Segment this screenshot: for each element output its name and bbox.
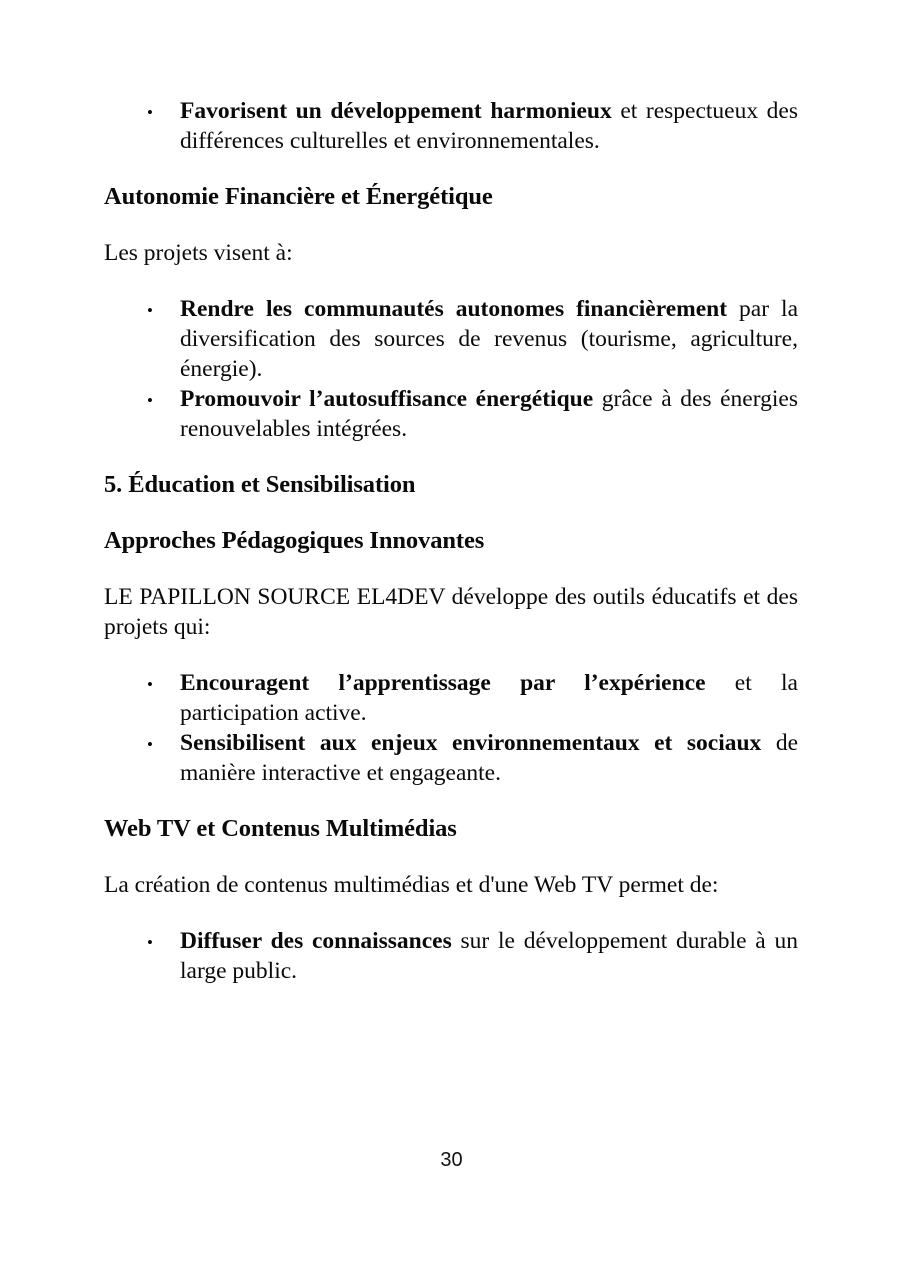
spacer <box>104 444 798 470</box>
list-item-text: grâce à des énergies renouvelables intégrées. <box>180 386 798 442</box>
bullet-icon <box>145 926 155 956</box>
page-number: 30 <box>440 1149 463 1171</box>
list-item-text: et la participation active. <box>180 670 798 726</box>
bullet-icon <box>145 384 155 414</box>
list-item-lead: Sensibilisent aux enjeux environnementaux et sociaux <box>180 730 762 756</box>
spacer <box>104 642 798 668</box>
bullet-icon <box>145 294 155 324</box>
list-item <box>104 384 798 444</box>
spacer <box>104 500 798 526</box>
bullet-list-harmonieux <box>104 96 798 156</box>
list-item-lead: Diffuser des connaissances <box>180 928 452 954</box>
list-item <box>104 728 798 788</box>
bullet-icon <box>145 728 155 758</box>
heading-approches-pedagogiques: Approches Pédagogiques Innovantes <box>104 527 485 554</box>
paragraph-la-creation-contenus: La création de contenus multimédias et d'une Web TV permet de: <box>104 872 719 898</box>
heading-section-5-education: 5. Éducation et Sensibilisation <box>104 471 416 498</box>
list-item <box>104 294 798 384</box>
list-item-text: et respectueux des différences culturelles et environnementales. <box>180 98 798 154</box>
list-item <box>104 926 798 986</box>
list-item-text: sur le développement durable à un large public. <box>180 928 798 984</box>
heading-web-tv-contenus: Web TV et Contenus Multimédias <box>104 815 457 842</box>
list-item <box>104 668 798 728</box>
spacer <box>104 844 798 870</box>
list-item-lead: Favorisent un développement harmonieux <box>180 98 612 124</box>
list-item-lead: Promouvoir l’autosuffisance énergétique <box>180 386 594 412</box>
heading-autonomie-financiere: Autonomie Financière et Énergétique <box>104 183 493 210</box>
bullet-list-autonomie <box>104 294 798 444</box>
page-content <box>104 96 798 986</box>
spacer <box>104 556 798 582</box>
list-item-lead: Rendre les communautés autonomes financièrement <box>180 296 728 322</box>
spacer <box>104 156 798 182</box>
paragraph-les-projets-visent: Les projets visent à: <box>104 240 293 266</box>
list-item <box>104 96 798 156</box>
bullet-list-pedagogie <box>104 668 798 788</box>
spacer <box>104 788 798 814</box>
spacer <box>104 212 798 238</box>
bullet-list-webtv <box>104 926 798 986</box>
list-item-lead: Encouragent l’apprentissage par l’expérience <box>180 670 706 696</box>
list-item-text: de manière interactive et engageante. <box>180 730 798 786</box>
list-item-text: par la diversification des sources de revenus (tourisme, agriculture, énergie). <box>180 296 798 382</box>
paragraph-le-papillon-source: LE PAPILLON SOURCE EL4DEV développe des outils éducatifs et des projets qui: <box>104 584 798 640</box>
bullet-icon <box>145 668 155 698</box>
bullet-icon <box>145 96 155 126</box>
spacer <box>104 268 798 294</box>
spacer <box>104 900 798 926</box>
